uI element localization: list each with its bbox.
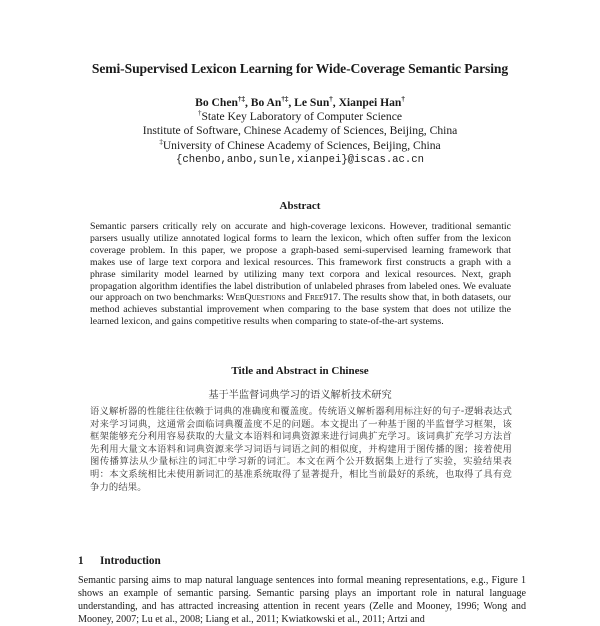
author-name: Le Sun [294, 96, 330, 109]
author-name: Xianpei Han [338, 96, 402, 109]
author-email: {chenbo,anbo,sunle,xianpei}@iscas.ac.cn [176, 153, 424, 166]
affiliation: ‡University of Chinese Academy of Sciences, Beijing, China [159, 137, 441, 152]
author-marks: †‡ [281, 95, 289, 104]
author-block [0, 96, 600, 167]
section-number: 1 [78, 555, 84, 567]
affiliation: Institute of Software, Chinese Academy of Sciences, Beijing, China [142, 124, 458, 138]
author-marks: † [401, 95, 405, 104]
abstract-text: Semantic parsers critically rely on accurate and high-coverage lexicons. However, traditional semantic parsers usually utilize annotated logical forms to learn the lexicon, which often suffer from the lexicon coverage problem. In this paper, we propose a graph-based semi-supervised learning framework that makes use of large text corpora and lexical resources. This framework first constructs a graph with a phrase similarity model learned by utilizing many text corpora and lexical resources. Next, graph propagation algorithm identifies the label distribution of unlabeled phrases from labeled ones. We evaluate our approach on two benchmarks: WebQuestions and Free917. The results show that, in both datasets, our method achieves substantial improvement when comparing to the base system that does not utilize the learned lexicon, and gains competitive results when comparing to state-of-the-art systems. [90, 221, 511, 328]
benchmark-name: WebQuestions [226, 292, 286, 304]
author-name: Bo An [250, 96, 282, 109]
affiliation-mark: ‡ [159, 137, 163, 146]
benchmark-name: Free917 [304, 292, 339, 304]
section-title: Introduction [100, 555, 161, 567]
abstract-heading: Abstract [279, 200, 321, 212]
section-heading [78, 555, 161, 567]
author-name: Bo Chen [195, 96, 238, 109]
chinese-abstract: 语义解析器的性能往往依赖于词典的准确度和覆盖度。传统语义解析器利用标注好的句子-逻辑表达式对来学习词典，这通常会面临词典覆盖度不足的问题。本文提出了一种基于图的半监督学习框架，该框架能够充分利用容易获取的大量文本语料和词典资源来进行词典扩充学习。该词典扩充学习方法首先利用大量文本语料和词典资源来学习词语与词语之间的相似度，并构建用于图传播的图；接着使用图传播算法从少量标注的词汇中学习新的词汇。本文在两个公开数据集上进行了实验，实验结果表明：本文系统相比未使用新词汇的基准系统取得了显著提升，相比当前最好的系统，也取得了具有竞争力的结果。 [90, 406, 512, 493]
affiliation-mark: † [197, 109, 202, 118]
affiliation: †State Key Laboratory of Computer Science [197, 109, 403, 124]
section-body-text: Semantic parsing aims to map natural language sentences into formal meaning representations, e.g., Figure 1 shows an example of semantic parsing. Semantic parsing plays an important role in natural language understanding, and has attracted increasing attention in recent years (Zelle and Mooney, 1996; Wong and Mooney, 2007; Lu et al., 2008; Liang et al., 2011; Kwiatkowski et al., 2011; Artzi and [78, 575, 526, 625]
author-marks: † [329, 95, 333, 104]
author-marks: †‡ [237, 95, 245, 104]
author-list: Bo Chen†‡, Bo An†‡, Le Sun†, Xianpei Han† [195, 95, 405, 109]
paper-title: Semi-Supervised Lexicon Learning for Wide-Coverage Semantic Parsing [91, 61, 509, 76]
chinese-title: 基于半监督词典学习的语义解析技术研究 [208, 390, 392, 401]
chinese-section-heading: Title and Abstract in Chinese [231, 365, 369, 377]
